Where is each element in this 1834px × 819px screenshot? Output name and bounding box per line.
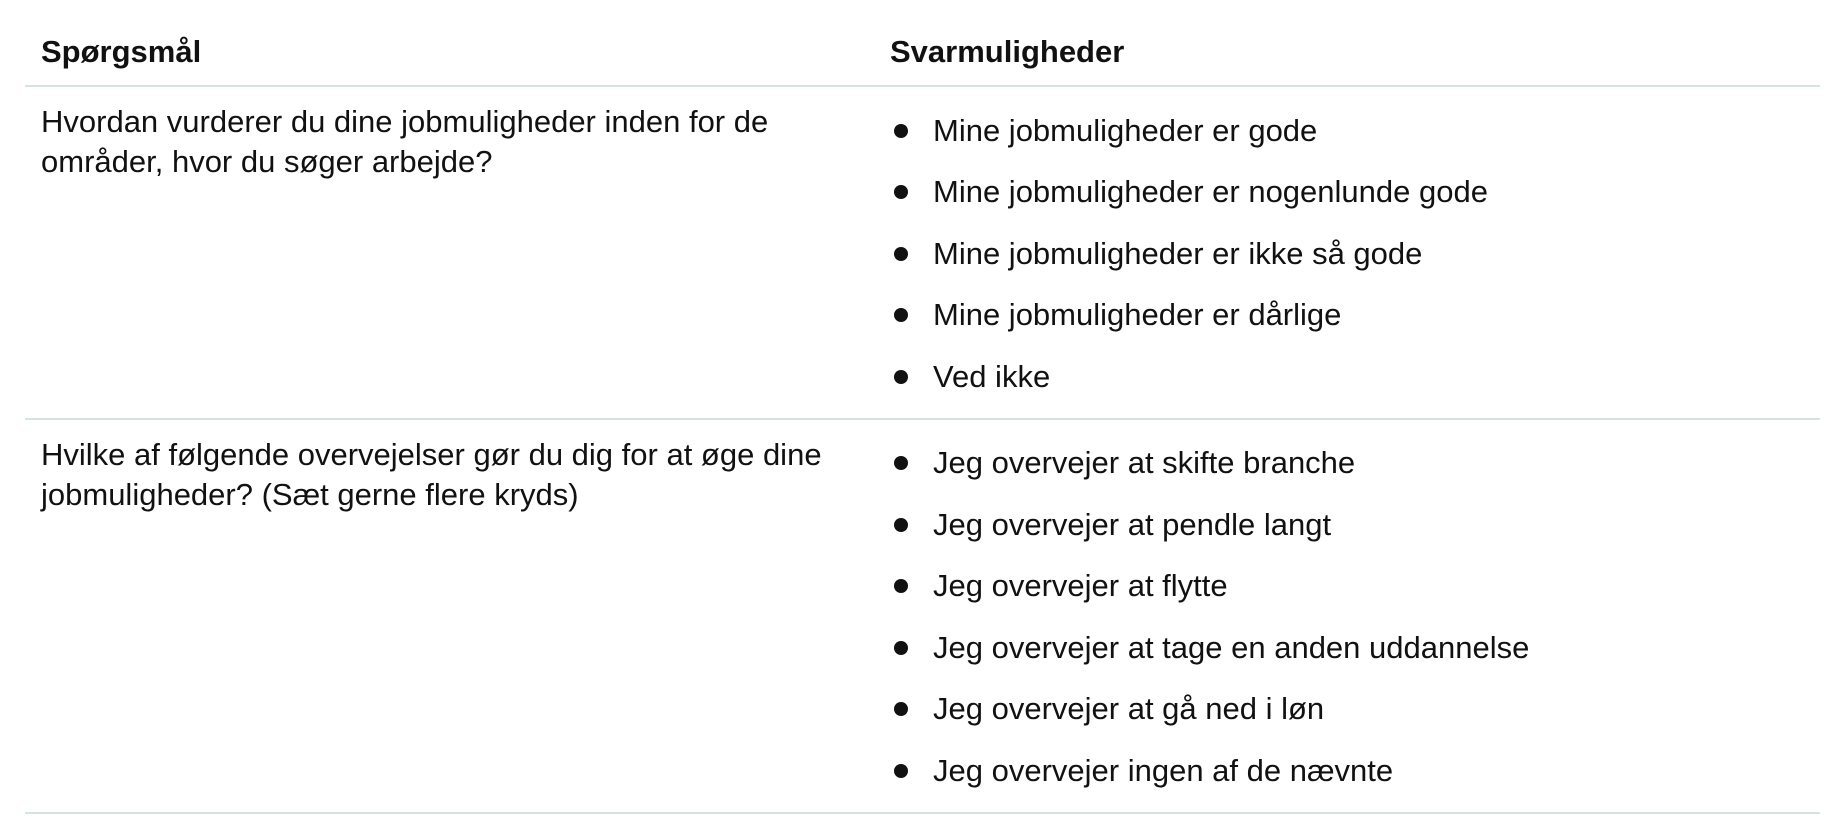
answer-option-label: Jeg overvejer at skifte branche — [933, 445, 1356, 481]
answer-option-label: Jeg overvejer at pendle langt — [933, 506, 1332, 542]
question-text: Hvordan vurderer du dine jobmuligheder inden for de områder, hvor du søger arbejde? — [41, 104, 769, 179]
bullet-icon — [894, 641, 908, 655]
answer-option — [890, 100, 1820, 162]
table-row — [25, 420, 1820, 814]
bullet-icon — [894, 124, 908, 138]
question-column-header: Spørgsmål — [41, 34, 202, 69]
answer-option — [890, 433, 1820, 495]
answer-option-label: Jeg overvejer ingen af de nævnte — [933, 752, 1394, 788]
table-header-row — [25, 18, 1820, 87]
answer-option-label: Jeg overvejer at flytte — [933, 568, 1228, 604]
answer-option — [890, 223, 1820, 285]
answer-options-cell — [890, 420, 1820, 812]
survey-table — [25, 18, 1820, 814]
answer-option — [890, 346, 1820, 408]
answer-option-label: Mine jobmuligheder er gode — [933, 112, 1318, 148]
answer-list — [890, 420, 1820, 812]
answer-option — [890, 740, 1820, 802]
answer-option-label: Mine jobmuligheder er dårlige — [933, 297, 1342, 333]
answer-option — [890, 162, 1820, 224]
answer-option-label: Jeg overvejer at gå ned i løn — [933, 691, 1325, 727]
answer-option-label: Jeg overvejer at tage en anden uddannelse — [933, 629, 1530, 665]
question-text: Hvilke af følgende overvejelser gør du dig for at øge dine jobmuligheder? (Sæt gerne flere kryds) — [41, 436, 822, 512]
bullet-icon — [894, 456, 908, 470]
answer-option — [890, 617, 1820, 679]
answer-option-label: Ved ikke — [933, 358, 1051, 394]
answer-option — [890, 285, 1820, 347]
bullet-icon — [894, 308, 908, 322]
answer-option — [890, 556, 1820, 618]
bullet-icon — [894, 702, 908, 716]
answer-option — [890, 679, 1820, 741]
answers-column-header: Svarmuligheder — [890, 34, 1125, 69]
answer-option — [890, 494, 1820, 556]
bullet-icon — [894, 247, 908, 261]
answer-list — [890, 87, 1820, 418]
answer-options-cell — [890, 87, 1820, 418]
bullet-icon — [894, 764, 908, 778]
bullet-icon — [894, 185, 908, 199]
answer-option-label: Mine jobmuligheder er ikke så gode — [933, 235, 1423, 271]
bullet-icon — [894, 370, 908, 384]
table-row — [25, 87, 1820, 420]
bullet-icon — [894, 579, 908, 593]
bullet-icon — [894, 518, 908, 532]
answer-option-label: Mine jobmuligheder er nogenlunde gode — [933, 174, 1488, 210]
